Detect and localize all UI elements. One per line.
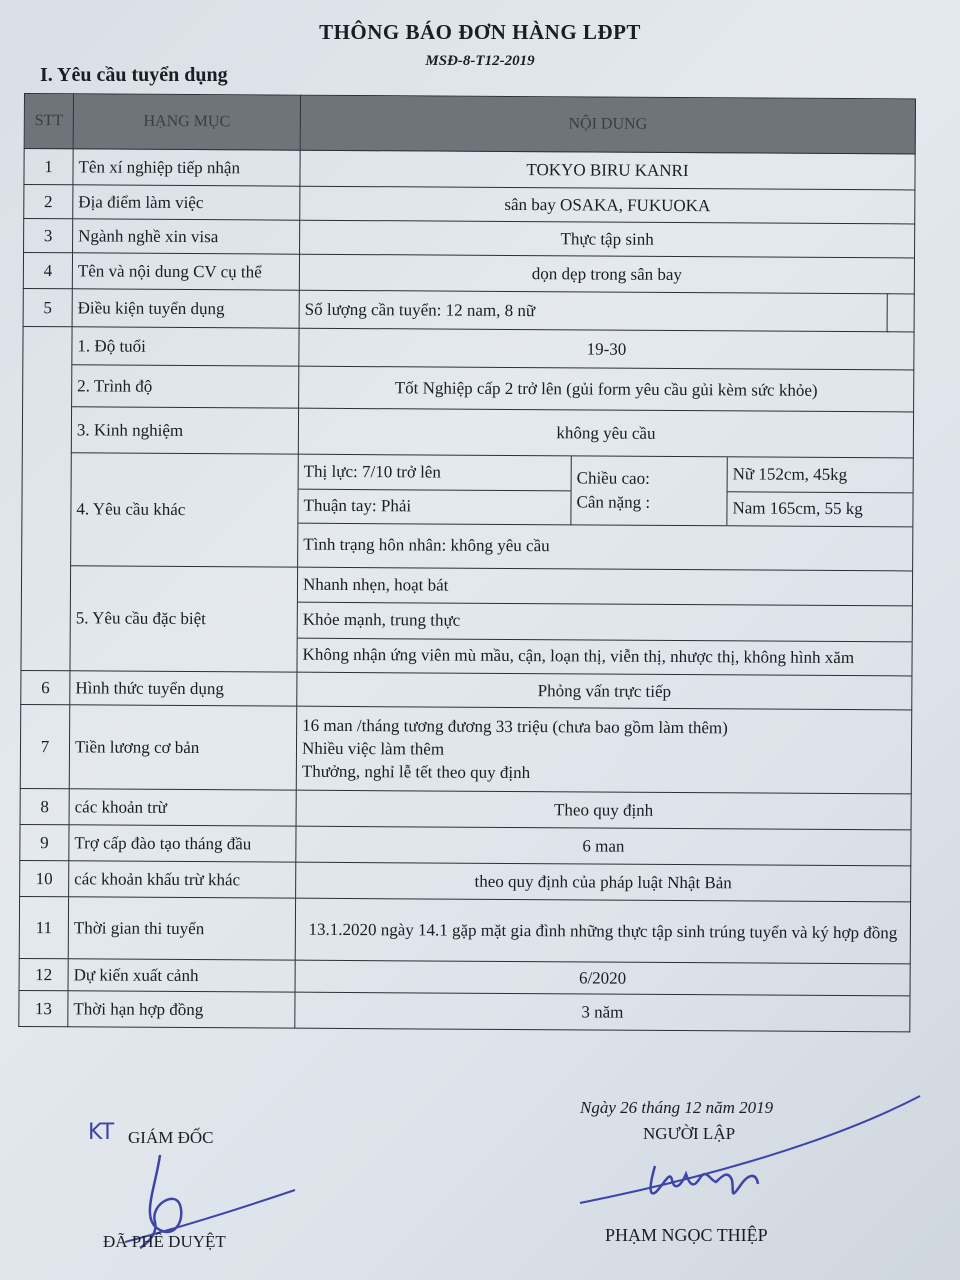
row-number: 10 xyxy=(20,860,69,896)
height-weight-labels xyxy=(571,456,727,525)
row-label: Trợ cấp đào tạo tháng đầu xyxy=(69,825,296,862)
table-row xyxy=(24,219,915,258)
row-label: các khoản khấu trừ khác xyxy=(69,861,296,898)
condition-value: Tốt Nghiệp cấp 2 trở lên (gủi form yêu cầu gủi kèm sức khỏe) xyxy=(299,366,914,412)
table-row xyxy=(20,860,911,901)
requirements-table xyxy=(18,93,916,1032)
director-title: GIÁM ĐỐC xyxy=(128,1128,214,1147)
row-number: 1 xyxy=(24,149,73,185)
table-header-row xyxy=(24,94,915,154)
condition-other-row xyxy=(22,452,914,570)
condition-label: 4. Yêu cầu khác xyxy=(71,453,299,567)
row-number: 12 xyxy=(19,958,68,990)
table-row xyxy=(20,704,911,793)
row-label: Địa điểm làm việc xyxy=(73,185,300,220)
handedness: Thuận tay: Phải xyxy=(298,489,571,525)
header-content: NỘI DUNG xyxy=(300,95,915,154)
row-value: 6 man xyxy=(296,826,911,866)
row-label: Tên và nội dung CV cụ thể xyxy=(72,253,299,290)
table-row xyxy=(20,824,911,865)
table-row xyxy=(21,670,912,709)
row-value: 13.1.2020 ngày 14.1 gặp mặt gia đình những thực tập sinh trúng tuyển và ký hợp đồng xyxy=(295,898,910,964)
row-label: Tiền lương cơ bản xyxy=(69,705,297,790)
salary-line: Nhiều việc làm thêm xyxy=(301,738,445,759)
row-number: 11 xyxy=(19,896,68,958)
table-row xyxy=(19,896,910,963)
preparer-title: NGƯỜI LẬP xyxy=(643,1124,736,1143)
approved-stamp: ĐÃ PHÊ DUYỆT xyxy=(103,1232,226,1251)
table-row xyxy=(20,788,911,829)
condition-value: 19-30 xyxy=(299,328,914,370)
row-number: 6 xyxy=(21,670,70,704)
special-item: Nhanh nhẹn, hoạt bát xyxy=(298,568,912,606)
condition-label: 2. Trình độ xyxy=(72,365,299,408)
header-category: HẠNG MỤC xyxy=(73,94,300,150)
special-requirements xyxy=(297,567,913,676)
header-stt: STT xyxy=(24,94,73,149)
section-heading: I. Yêu cầu tuyển dụng xyxy=(40,64,228,86)
row-label: Thời gian thi tuyển xyxy=(68,897,295,960)
row-label: Tên xí nghiệp tiếp nhận xyxy=(73,149,300,186)
order-code: MSĐ-8-T12-2019 xyxy=(425,53,535,69)
salary-details xyxy=(296,706,912,794)
condition-value: không yêu cầu xyxy=(298,408,913,458)
condition-label: 5. Yêu cầu đặc biệt xyxy=(70,566,298,672)
special-item: Không nhận ứng viên mù mầu, cận, loạn thị, viễn thị, nhược thị, không hình xăm xyxy=(302,644,855,668)
table-row xyxy=(23,253,914,294)
condition-label: 1. Độ tuổi xyxy=(72,327,299,366)
row-number: 2 xyxy=(24,185,73,219)
table-row xyxy=(23,288,914,331)
row-value: sân bay OSAKA, FUKUOKA xyxy=(300,186,915,224)
row-value: 6/2020 xyxy=(295,960,910,996)
special-item: Khỏe mạnh, trung thực xyxy=(298,602,912,642)
row-label: Dự kiến xuất cảnh xyxy=(68,959,295,992)
row-value: theo quy định của pháp luật Nhật Bản xyxy=(296,862,911,902)
salary-line: Thưởng, nghỉ lễ tết theo quy định xyxy=(301,761,531,783)
male-requirement: Nam 165cm, 55 kg xyxy=(727,491,913,526)
blank-num-cell xyxy=(21,326,72,670)
row-number: 7 xyxy=(20,704,70,788)
table-row xyxy=(24,185,915,224)
row-number: 5 xyxy=(23,288,72,326)
weight-label: Cân nặng : xyxy=(576,492,651,512)
condition-special-row xyxy=(21,565,913,675)
marital-status: Tình trạng hôn nhân: không yêu cầu xyxy=(303,534,550,556)
preparer-name: PHẠM NGỌC THIỆP xyxy=(605,1225,768,1245)
other-requirements xyxy=(298,454,914,571)
row-number: 9 xyxy=(20,824,69,860)
condition-experience-row xyxy=(22,406,913,457)
preparer-signature xyxy=(560,1088,930,1218)
condition-age-row xyxy=(23,326,914,369)
female-requirement: Nữ 152cm, 45kg xyxy=(727,457,913,492)
row-label: Thời hạn hợp đồng xyxy=(68,991,295,1028)
condition-education-row xyxy=(23,364,914,411)
table-row xyxy=(24,149,915,190)
eyesight: Thị lực: 7/10 trở lên xyxy=(299,455,572,491)
issue-date: Ngày 26 tháng 12 năm 2019 xyxy=(580,1098,774,1117)
row-number: 3 xyxy=(24,219,73,253)
row-number: 13 xyxy=(19,990,68,1026)
row-value: dọn dẹp trong sân bay xyxy=(299,254,914,294)
document-title: THÔNG BÁO ĐƠN HÀNG LĐPT xyxy=(319,20,641,44)
row-value: Theo quy định xyxy=(296,790,911,830)
condition-label: 3. Kinh nghiệm xyxy=(71,407,298,454)
blank-cell xyxy=(887,294,914,332)
row-value: Thực tập sinh xyxy=(300,220,915,258)
row-value: TOKYO BIRU KANRI xyxy=(300,150,915,190)
row-label: Ngành nghề xin visa xyxy=(73,219,300,254)
row-value: Phỏng vấn trực tiếp xyxy=(297,672,912,710)
row-value: 3 năm xyxy=(295,992,910,1032)
row-label: các khoản trừ xyxy=(69,789,296,826)
recruit-quantity: Số lượng cần tuyển: 12 nam, 8 nữ xyxy=(299,290,887,332)
row-label: Hình thức tuyển dụng xyxy=(70,671,297,706)
height-label: Chiều cao: xyxy=(576,468,650,488)
row-number: 8 xyxy=(20,788,69,824)
row-number: 4 xyxy=(23,253,72,289)
row-label: Điều kiện tuyển dụng xyxy=(72,289,299,328)
salary-line: 16 man /tháng tương đương 33 triệu (chưa bao gồm làm thêm) xyxy=(302,715,728,738)
kt-mark: KT xyxy=(88,1120,115,1145)
table-row xyxy=(19,990,910,1031)
